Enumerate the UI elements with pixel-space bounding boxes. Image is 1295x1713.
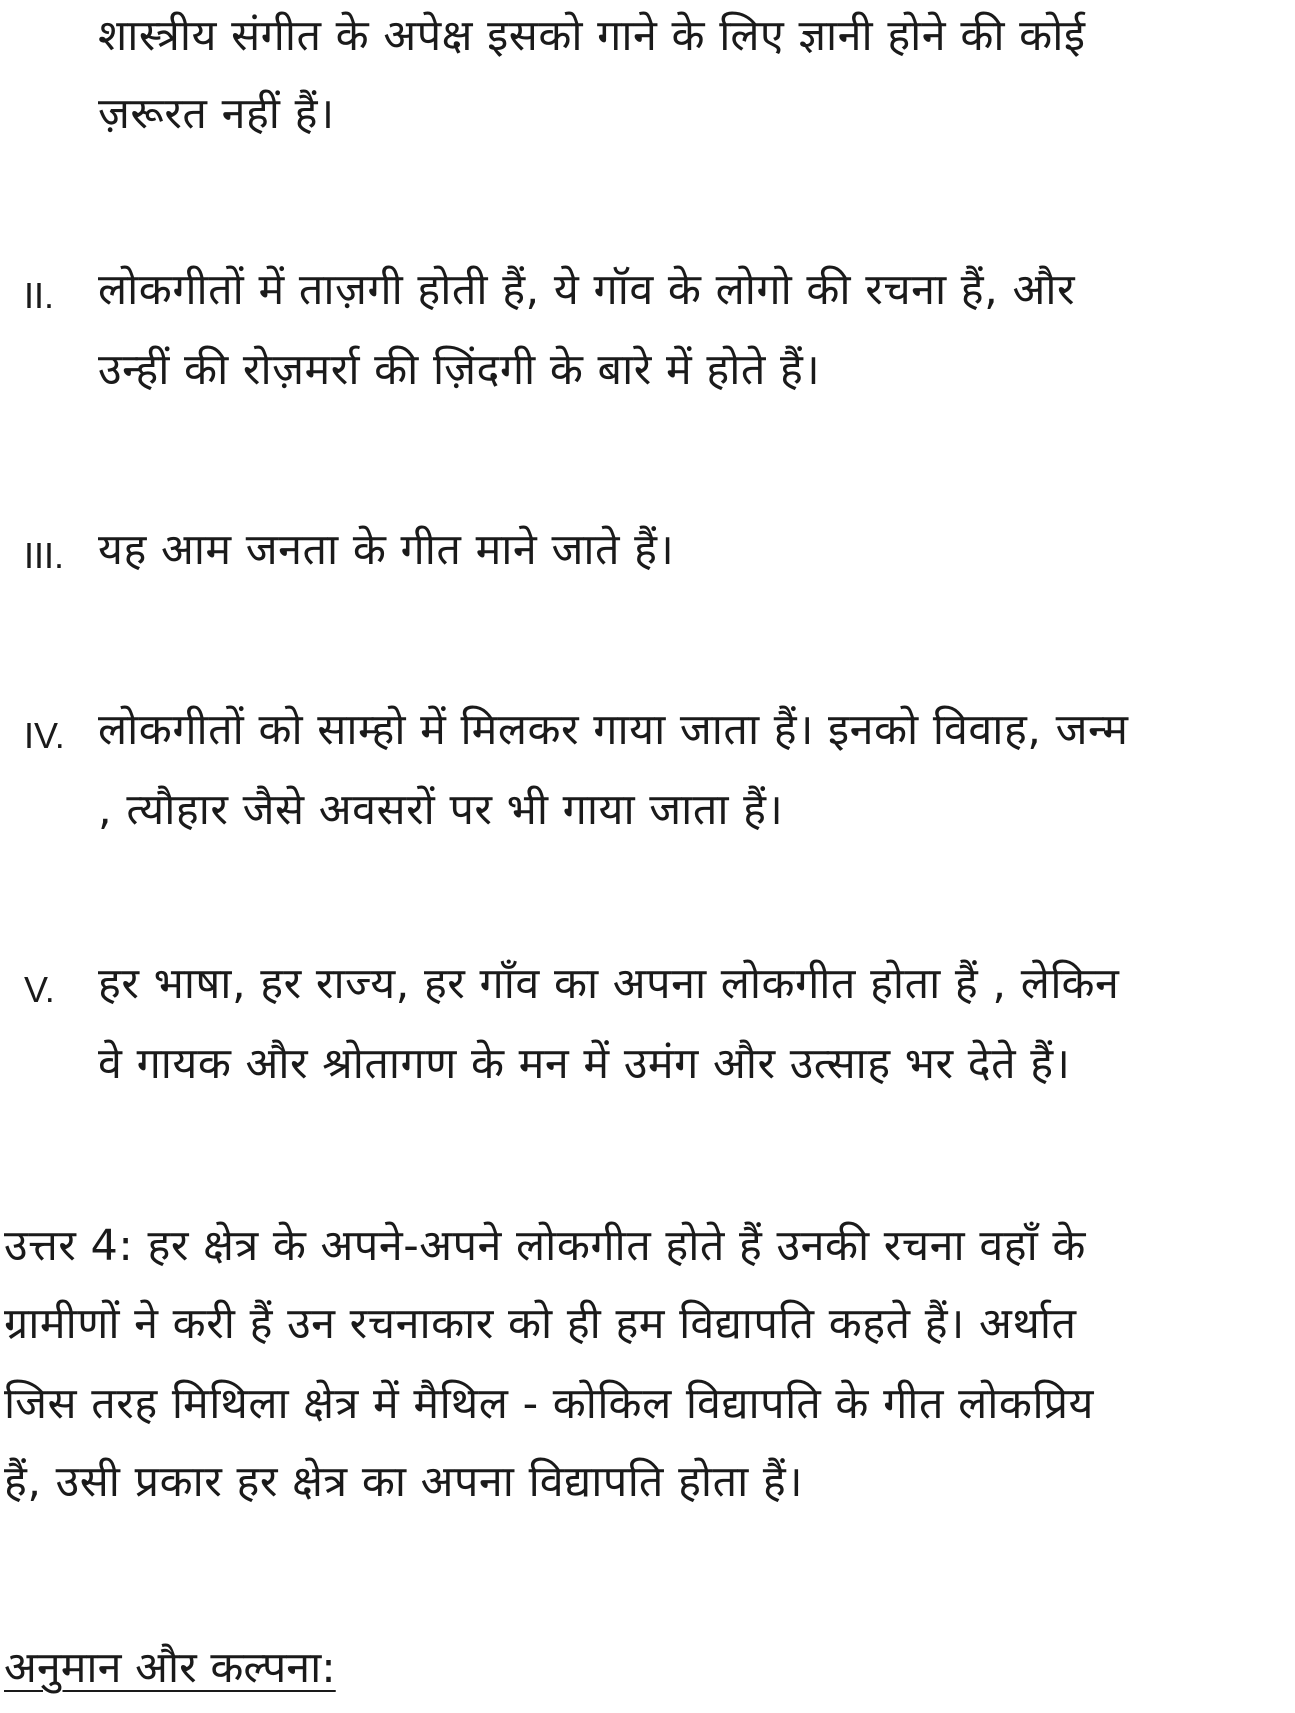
point-5-numeral: V. [24,969,55,1010]
point-4-numeral: IV. [24,715,65,756]
point-1-line-2: ज़रूरत नहीं हैं। [98,89,335,139]
answer-4-line-2: ग्रामीणों ने करी हैं उन रचनाकार को ही हम विद्यापति कहते हैं। अर्थात [4,1299,1077,1349]
point-3-numeral: III. [24,535,65,576]
answer-4-line-4: हैं, उसी प्रकार हर क्षेत्र का अपना विद्यापति होता हैं। [4,1457,804,1507]
section-heading: अनुमान और कल्पना: [4,1643,336,1693]
point-2-numeral: II. [24,275,55,316]
point-4-line-1: लोकगीतों को साम्हो में मिलकर गाया जाता हैं। इनको विवाह, जन्म [98,705,1129,755]
point-4-line-2: , त्यौहार जैसे अवसरों पर भी गाया जाता हैं। [98,785,784,835]
point-2-line-1: लोकगीतों में ताज़गी होती हैं, ये गॉव के लोगो की रचना हैं, और [98,265,1076,315]
point-2-line-2: उन्हीं की रोज़मर्रा की ज़िंदगी के बारे में होते हैं। [98,345,821,395]
point-1-line-1: शास्त्रीय संगीत के अपेक्ष इसको गाने के लिए ज्ञानी होने की कोई [98,11,1086,61]
point-3-line-1: यह आम जनता के गीत माने जाते हैं। [98,525,675,575]
answer-4-line-3: जिस तरह मिथिला क्षेत्र में मैथिल - कोकिल विद्यापति के गीत लोकप्रिय [4,1379,1094,1429]
point-5-line-1: हर भाषा, हर राज्य, हर गाँव का अपना लोकगीत होता हैं , लेकिन [98,959,1120,1009]
answer-4-line-1: उत्तर 4: हर क्षेत्र के अपने-अपने लोकगीत होते हैं उनकी रचना वहाँ के [4,1221,1086,1271]
point-5-line-2: वे गायक और श्रोतागण के मन में उमंग और उत्साह भर देते हैं। [98,1039,1071,1089]
